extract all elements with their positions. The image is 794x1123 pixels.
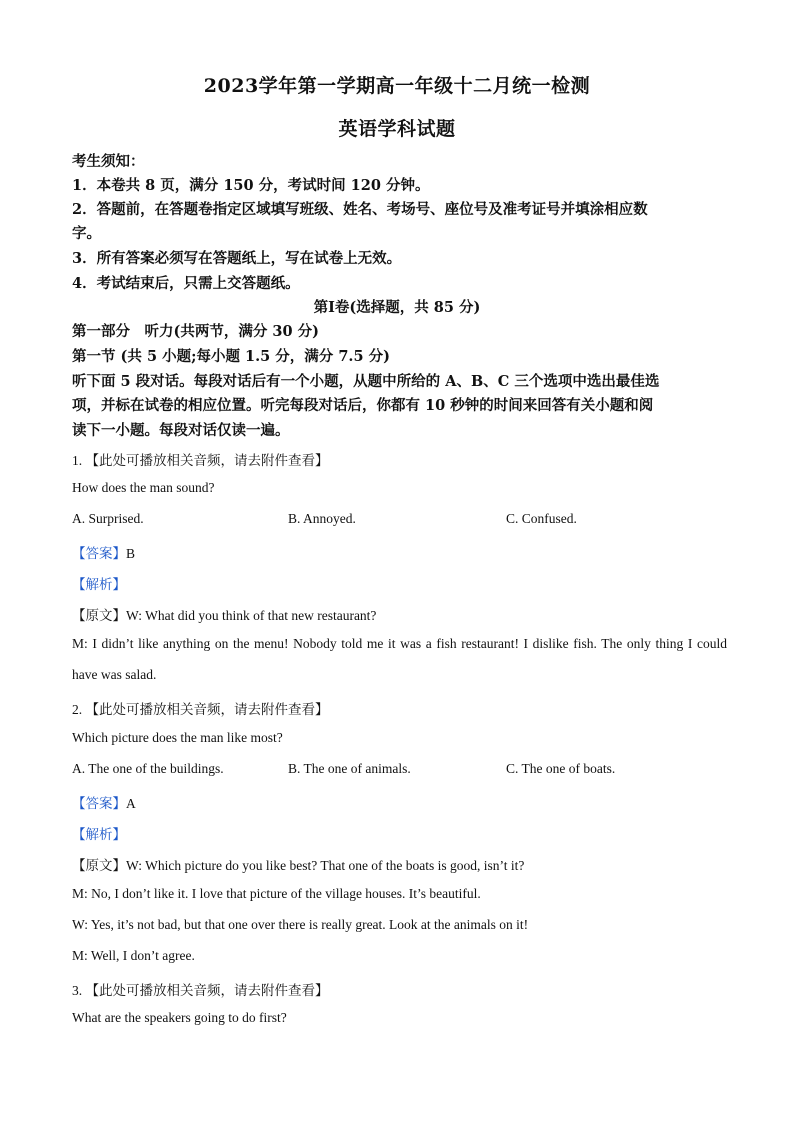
transcript-line: M: Well, I don’t agree.: [72, 948, 195, 963]
instructions-line: 听下面 5 段对话。每段对话后有一个小题，从题中所给的 A、B、C 三个选项中选出最佳选: [72, 373, 660, 390]
transcript-line: W: Yes, it’s not bad, but that one over there is really great. Look at the animals on it!: [72, 917, 529, 932]
question-2-text: Which picture does the man like most?: [72, 730, 283, 745]
option-b: B. Annoyed.: [288, 511, 356, 526]
option-a: A. Surprised.: [72, 511, 144, 526]
original-tag: 【原文】: [72, 858, 126, 873]
transcript-line: [72, 604, 376, 624]
notice-heading: 考生须知：: [72, 153, 145, 170]
exam-subtitle: 英语学科试题: [338, 118, 456, 140]
part-heading: 第一部分 听力(共两节，满分 30 分): [72, 323, 319, 340]
instructions-line: 项，并标在试卷的相应位置。听完每段对话后，你都有 10 秒钟的时间来回答有关小题和阅: [72, 397, 654, 414]
question-number: 2.: [72, 702, 83, 717]
question-1-text: How does the man sound?: [72, 480, 215, 495]
audio-note[interactable]: 【此处可播放相关音频，请去附件查看】: [85, 702, 329, 717]
option-c: C. Confused.: [506, 511, 577, 526]
question-3-audio: [72, 979, 329, 999]
transcript-line: M: I didn’t like anything on the menu! Nobody told me it was a fish restaurant! I dislike fish. The only thing I could: [72, 636, 727, 651]
audio-note[interactable]: 【此处可播放相关音频，请去附件查看】: [85, 453, 329, 468]
answer-value: A: [126, 796, 136, 811]
notice-item: 4．考试结束后，只需上交答题纸。: [72, 275, 300, 292]
transcript-text: W: Which picture do you like best? That one of the boats is good, isn’t it?: [126, 858, 525, 873]
exam-title: 2023学年第一学期高一年级十二月统一检测: [203, 75, 591, 97]
analysis-tag: 【解析】: [72, 827, 126, 842]
option-b: B. The one of animals.: [288, 761, 411, 776]
transcript-line: [72, 854, 524, 874]
answer-line: [72, 792, 136, 812]
notice-item: 1．本卷共 8 页，满分 150 分，考试时间 120 分钟。: [72, 177, 430, 194]
notice-item-continued: 字。: [72, 225, 101, 242]
transcript-text: W: What did you think of that new restaurant?: [126, 608, 377, 623]
answer-tag: 【答案】: [72, 796, 126, 811]
question-3-text: What are the speakers going to do first?: [72, 1010, 287, 1025]
volume-heading: 第Ⅰ卷(选择题，共 85 分): [313, 299, 481, 316]
question-2-audio: [72, 698, 329, 718]
audio-note[interactable]: 【此处可播放相关音频，请去附件查看】: [85, 983, 329, 998]
answer-value: B: [126, 546, 136, 561]
option-c: C. The one of boats.: [506, 761, 616, 776]
notice-item: 3．所有答案必须写在答题纸上，写在试卷上无效。: [72, 250, 402, 267]
subsection-heading: 第一节 (共 5 小题;每小题 1.5 分，满分 7.5 分): [72, 348, 390, 365]
transcript-line: have was salad.: [72, 667, 157, 682]
notice-item: 2．答题前，在答题卷指定区域填写班级、姓名、考场号、座位号及准考证号并填涂相应数: [72, 201, 648, 218]
answer-tag: 【答案】: [72, 546, 126, 561]
option-a: A. The one of the buildings.: [72, 761, 224, 776]
question-1-audio: [72, 449, 329, 469]
instructions-line: 读下一小题。每段对话仅读一遍。: [72, 422, 290, 439]
question-number: 3.: [72, 983, 83, 998]
analysis-tag: 【解析】: [72, 577, 126, 592]
answer-line: [72, 542, 135, 562]
question-number: 1.: [72, 453, 83, 468]
transcript-line: M: No, I don’t like it. I love that picture of the village houses. It’s beautiful.: [72, 886, 481, 901]
original-tag: 【原文】: [72, 608, 126, 623]
